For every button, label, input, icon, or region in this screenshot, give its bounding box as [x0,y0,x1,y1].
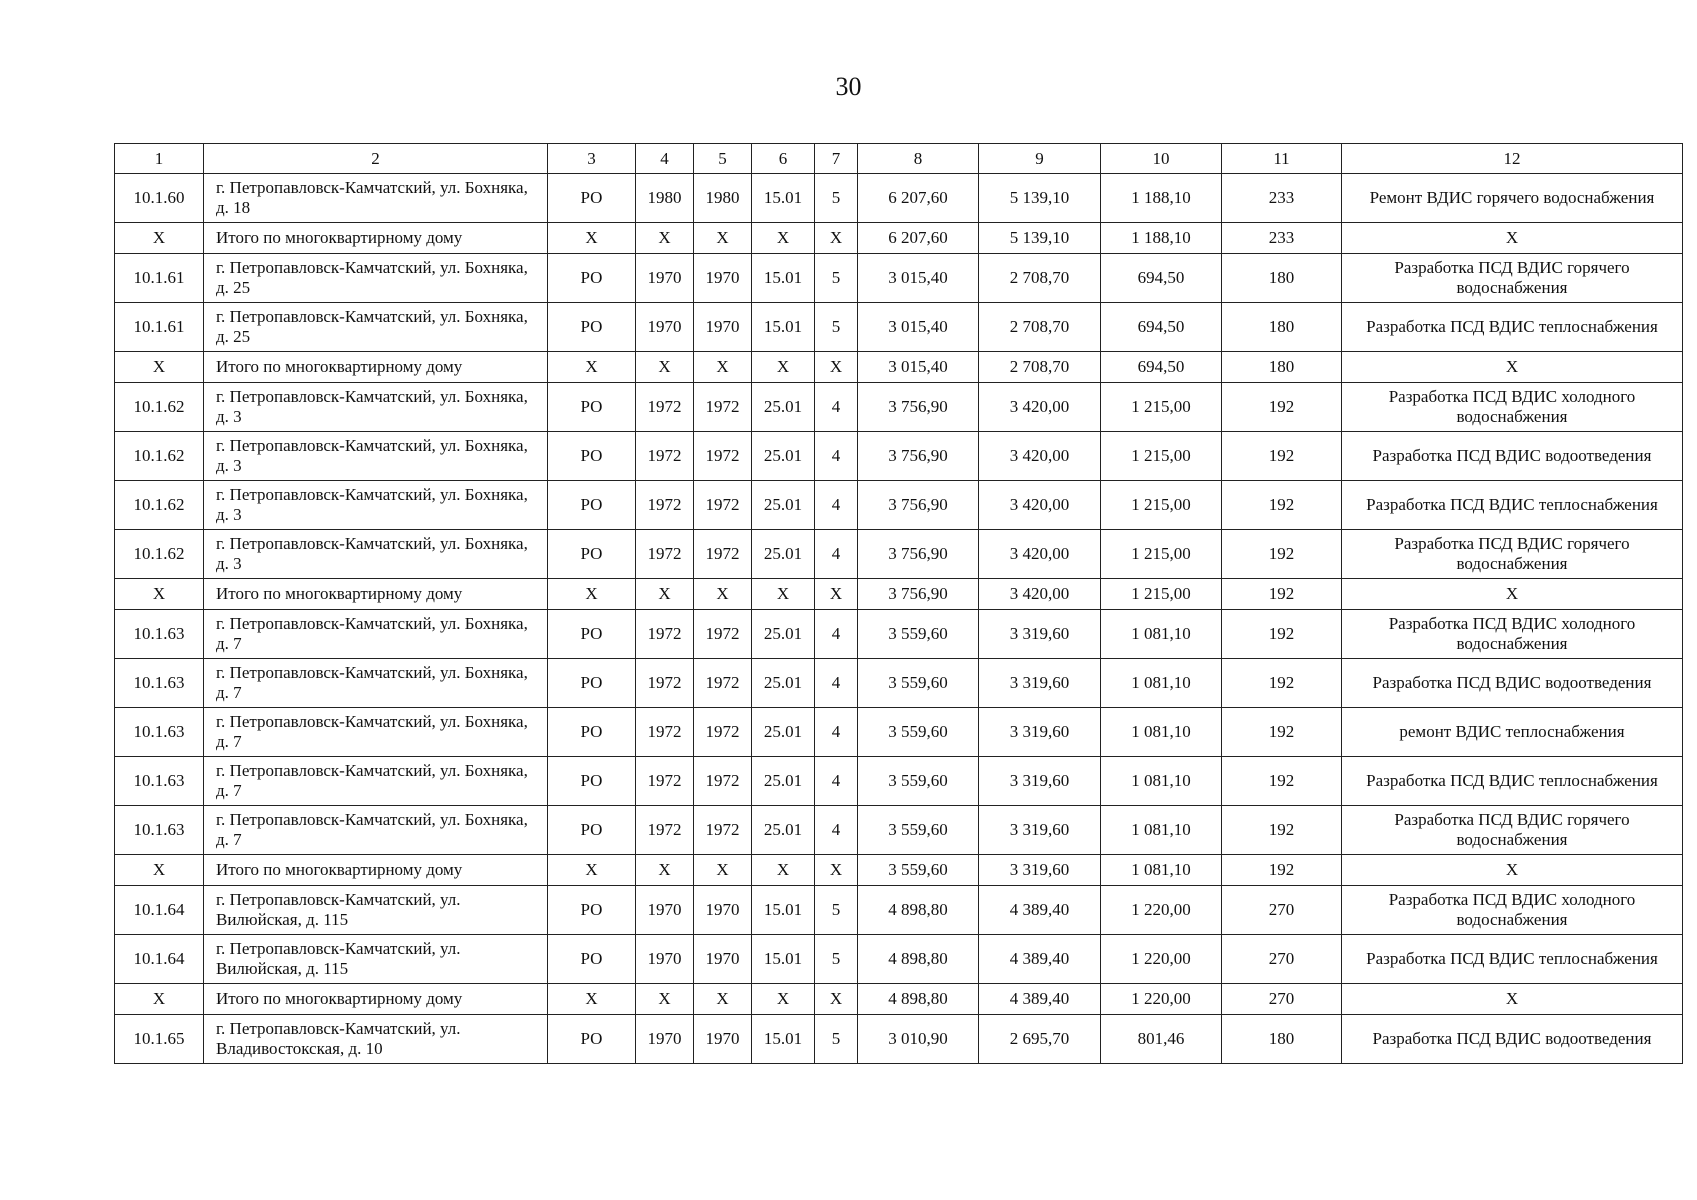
col-7-cell: 4 [815,806,858,855]
col-10-cell: 1 188,10 [1101,174,1222,223]
col-11-cell: 270 [1222,935,1342,984]
header-cell-1: 1 [115,144,204,174]
page-number: 30 [835,72,862,101]
col-7-cell: 4 [815,432,858,481]
item-number-cell: 10.1.64 [115,886,204,935]
col-6-cell: Х [752,855,815,886]
col-8-cell: 3 756,90 [858,579,979,610]
col-5-cell: Х [694,352,752,383]
col-9-cell: 3 319,60 [979,659,1101,708]
col-10-cell: 1 188,10 [1101,223,1222,254]
item-number-cell: 10.1.61 [115,254,204,303]
col-9-cell: 3 319,60 [979,610,1101,659]
item-number-cell: 10.1.63 [115,610,204,659]
work-type-cell: Разработка ПСД ВДИС горячего водоснабжения [1342,530,1683,579]
col-4-cell: 1970 [636,935,694,984]
total-row [115,984,1683,1015]
col-5-cell: Х [694,223,752,254]
col-7-cell: 5 [815,1015,858,1064]
col-3-cell: Х [548,855,636,886]
work-type-cell: Разработка ПСД ВДИС водоотведения [1342,432,1683,481]
col-6-cell: 15.01 [752,303,815,352]
col-7-cell: Х [815,579,858,610]
col-11-cell: 270 [1222,984,1342,1015]
col-6-cell: 25.01 [752,610,815,659]
col-9-cell: 5 139,10 [979,223,1101,254]
col-4-cell: 1980 [636,174,694,223]
item-number-cell: 10.1.63 [115,708,204,757]
col-4-cell: 1970 [636,1015,694,1064]
col-5-cell: 1972 [694,610,752,659]
item-number-cell: Х [115,579,204,610]
col-7-cell: 5 [815,174,858,223]
col-4-cell: Х [636,579,694,610]
col-7-cell: 4 [815,757,858,806]
address-cell: г. Петропавловск-Камчатский, ул. Вилюйская, д. 115 [204,886,548,935]
work-type-cell: Разработка ПСД ВДИС холодного водоснабжения [1342,383,1683,432]
col-8-cell: 3 559,60 [858,757,979,806]
item-number-cell: Х [115,855,204,886]
col-9-cell: 3 420,00 [979,530,1101,579]
col-6-cell: 25.01 [752,383,815,432]
col-5-cell: 1972 [694,708,752,757]
address-cell: Итого по многоквартирному дому [204,855,548,886]
col-9-cell: 2 708,70 [979,352,1101,383]
col-7-cell: 5 [815,935,858,984]
col-9-cell: 3 420,00 [979,383,1101,432]
col-10-cell: 694,50 [1101,254,1222,303]
header-cell-7: 7 [815,144,858,174]
col-3-cell: РО [548,610,636,659]
table-row [115,806,1683,855]
col-9-cell: 2 708,70 [979,303,1101,352]
col-5-cell: 1970 [694,886,752,935]
work-type-cell: Х [1342,984,1683,1015]
item-number-cell: Х [115,352,204,383]
col-9-cell: 3 420,00 [979,481,1101,530]
col-6-cell: 15.01 [752,886,815,935]
col-4-cell: Х [636,352,694,383]
item-number-cell: 10.1.61 [115,303,204,352]
col-11-cell: 180 [1222,352,1342,383]
address-cell: г. Петропавловск-Камчатский, ул. Бохняка, д. 3 [204,383,548,432]
col-7-cell: 4 [815,659,858,708]
col-5-cell: 1970 [694,303,752,352]
address-cell: г. Петропавловск-Камчатский, ул. Бохняка, д. 7 [204,708,548,757]
table-row [115,303,1683,352]
col-5-cell: 1972 [694,432,752,481]
col-3-cell: РО [548,757,636,806]
col-6-cell: 15.01 [752,1015,815,1064]
col-5-cell: Х [694,579,752,610]
col-11-cell: 233 [1222,223,1342,254]
item-number-cell: 10.1.64 [115,935,204,984]
table-row [115,886,1683,935]
col-11-cell: 192 [1222,659,1342,708]
col-8-cell: 6 207,60 [858,174,979,223]
col-4-cell: 1972 [636,708,694,757]
header-cell-10: 10 [1101,144,1222,174]
col-9-cell: 3 319,60 [979,806,1101,855]
work-type-cell: Ремонт ВДИС горячего водоснабжения [1342,174,1683,223]
col-9-cell: 2 695,70 [979,1015,1101,1064]
col-6-cell: 25.01 [752,481,815,530]
total-row [115,579,1683,610]
col-7-cell: 5 [815,303,858,352]
col-9-cell: 4 389,40 [979,886,1101,935]
col-4-cell: Х [636,223,694,254]
col-10-cell: 1 081,10 [1101,806,1222,855]
address-cell: Итого по многоквартирному дому [204,579,548,610]
col-8-cell: 4 898,80 [858,984,979,1015]
work-type-cell: ремонт ВДИС теплоснабжения [1342,708,1683,757]
table-row [115,935,1683,984]
col-7-cell: 5 [815,886,858,935]
item-number-cell: 10.1.65 [115,1015,204,1064]
table-row [115,383,1683,432]
item-number-cell: Х [115,984,204,1015]
col-3-cell: РО [548,174,636,223]
col-6-cell: 25.01 [752,708,815,757]
col-6-cell: 25.01 [752,757,815,806]
col-9-cell: 3 319,60 [979,708,1101,757]
item-number-cell: 10.1.62 [115,481,204,530]
col-4-cell: Х [636,984,694,1015]
header-cell-9: 9 [979,144,1101,174]
col-9-cell: 2 708,70 [979,254,1101,303]
table-row [115,1015,1683,1064]
col-7-cell: Х [815,984,858,1015]
work-type-cell: Разработка ПСД ВДИС водоотведения [1342,659,1683,708]
address-cell: г. Петропавловск-Камчатский, ул. Бохняка, д. 7 [204,806,548,855]
work-type-cell: Разработка ПСД ВДИС горячего водоснабжения [1342,806,1683,855]
work-type-cell: Разработка ПСД ВДИС горячего водоснабжения [1342,254,1683,303]
table-row [115,610,1683,659]
col-3-cell: РО [548,303,636,352]
address-cell: г. Петропавловск-Камчатский, ул. Бохняка, д. 7 [204,610,548,659]
table-row [115,757,1683,806]
address-cell: Итого по многоквартирному дому [204,984,548,1015]
address-cell: Итого по многоквартирному дому [204,352,548,383]
col-8-cell: 4 898,80 [858,935,979,984]
address-cell: г. Петропавловск-Камчатский, ул. Бохняка, д. 18 [204,174,548,223]
item-number-cell: 10.1.62 [115,383,204,432]
header-cell-5: 5 [694,144,752,174]
table-row [115,659,1683,708]
address-cell: Итого по многоквартирному дому [204,223,548,254]
table-row [115,708,1683,757]
col-3-cell: РО [548,935,636,984]
col-3-cell: РО [548,708,636,757]
col-5-cell: 1970 [694,254,752,303]
work-type-cell: Разработка ПСД ВДИС холодного водоснабжения [1342,610,1683,659]
col-10-cell: 1 081,10 [1101,610,1222,659]
col-11-cell: 192 [1222,708,1342,757]
col-7-cell: 4 [815,530,858,579]
col-10-cell: 1 220,00 [1101,886,1222,935]
col-9-cell: 4 389,40 [979,935,1101,984]
total-row [115,352,1683,383]
table-row [115,481,1683,530]
header-cell-4: 4 [636,144,694,174]
col-9-cell: 5 139,10 [979,174,1101,223]
col-3-cell: Х [548,352,636,383]
col-5-cell: 1972 [694,530,752,579]
col-4-cell: 1970 [636,886,694,935]
col-11-cell: 192 [1222,383,1342,432]
col-10-cell: 1 220,00 [1101,984,1222,1015]
col-6-cell: 15.01 [752,254,815,303]
col-5-cell: 1972 [694,383,752,432]
col-3-cell: РО [548,481,636,530]
col-6-cell: 25.01 [752,530,815,579]
col-4-cell: 1972 [636,757,694,806]
address-cell: г. Петропавловск-Камчатский, ул. Бохняка, д. 3 [204,481,548,530]
work-type-cell: Разработка ПСД ВДИС водоотведения [1342,1015,1683,1064]
col-9-cell: 4 389,40 [979,984,1101,1015]
col-5-cell: 1980 [694,174,752,223]
col-3-cell: РО [548,886,636,935]
header-cell-6: 6 [752,144,815,174]
col-10-cell: 694,50 [1101,352,1222,383]
col-11-cell: 270 [1222,886,1342,935]
col-11-cell: 192 [1222,530,1342,579]
col-11-cell: 192 [1222,855,1342,886]
total-row [115,855,1683,886]
col-8-cell: 3 756,90 [858,481,979,530]
address-cell: г. Петропавловск-Камчатский, ул. Владивостокская, д. 10 [204,1015,548,1064]
header-row [115,144,1683,174]
col-5-cell: Х [694,984,752,1015]
item-number-cell: 10.1.62 [115,530,204,579]
col-7-cell: 4 [815,708,858,757]
col-6-cell: Х [752,579,815,610]
col-4-cell: 1972 [636,610,694,659]
col-4-cell: 1972 [636,806,694,855]
col-10-cell: 694,50 [1101,303,1222,352]
col-7-cell: Х [815,223,858,254]
col-8-cell: 3 559,60 [858,708,979,757]
col-10-cell: 1 215,00 [1101,481,1222,530]
col-8-cell: 6 207,60 [858,223,979,254]
col-8-cell: 3 559,60 [858,610,979,659]
col-3-cell: РО [548,806,636,855]
col-10-cell: 1 215,00 [1101,579,1222,610]
total-row [115,223,1683,254]
col-10-cell: 1 215,00 [1101,432,1222,481]
col-10-cell: 801,46 [1101,1015,1222,1064]
item-number-cell: 10.1.63 [115,806,204,855]
item-number-cell: Х [115,223,204,254]
col-5-cell: 1972 [694,659,752,708]
col-4-cell: 1972 [636,481,694,530]
col-6-cell: Х [752,984,815,1015]
col-3-cell: Х [548,579,636,610]
header-cell-3: 3 [548,144,636,174]
col-6-cell: Х [752,352,815,383]
col-9-cell: 3 319,60 [979,855,1101,886]
col-4-cell: 1972 [636,432,694,481]
item-number-cell: 10.1.63 [115,659,204,708]
col-11-cell: 192 [1222,481,1342,530]
col-10-cell: 1 081,10 [1101,708,1222,757]
col-8-cell: 3 756,90 [858,383,979,432]
col-8-cell: 3 559,60 [858,659,979,708]
col-6-cell: Х [752,223,815,254]
col-10-cell: 1 220,00 [1101,935,1222,984]
col-4-cell: 1972 [636,530,694,579]
col-6-cell: 15.01 [752,935,815,984]
table-row [115,432,1683,481]
col-4-cell: 1972 [636,383,694,432]
work-type-cell: Х [1342,579,1683,610]
col-11-cell: 192 [1222,432,1342,481]
col-8-cell: 3 756,90 [858,432,979,481]
col-5-cell: 1970 [694,935,752,984]
col-7-cell: 4 [815,610,858,659]
col-6-cell: 25.01 [752,806,815,855]
header-cell-12: 12 [1342,144,1683,174]
col-8-cell: 3 010,90 [858,1015,979,1064]
col-11-cell: 180 [1222,1015,1342,1064]
col-4-cell: 1972 [636,659,694,708]
work-type-cell: Х [1342,352,1683,383]
header-cell-11: 11 [1222,144,1342,174]
work-type-cell: Разработка ПСД ВДИС теплоснабжения [1342,481,1683,530]
col-3-cell: РО [548,659,636,708]
col-7-cell: 4 [815,383,858,432]
col-6-cell: 25.01 [752,659,815,708]
col-3-cell: РО [548,530,636,579]
col-10-cell: 1 081,10 [1101,757,1222,806]
table-row [115,254,1683,303]
address-cell: г. Петропавловск-Камчатский, ул. Бохняка, д. 3 [204,530,548,579]
col-3-cell: РО [548,1015,636,1064]
col-3-cell: Х [548,984,636,1015]
item-number-cell: 10.1.60 [115,174,204,223]
col-10-cell: 1 215,00 [1101,530,1222,579]
col-7-cell: Х [815,855,858,886]
address-cell: г. Петропавловск-Камчатский, ул. Бохняка, д. 7 [204,757,548,806]
col-4-cell: 1970 [636,254,694,303]
work-type-cell: Разработка ПСД ВДИС холодного водоснабжения [1342,886,1683,935]
col-8-cell: 3 756,90 [858,530,979,579]
col-5-cell: 1972 [694,757,752,806]
item-number-cell: 10.1.62 [115,432,204,481]
col-6-cell: 25.01 [752,432,815,481]
col-8-cell: 3 559,60 [858,806,979,855]
col-10-cell: 1 081,10 [1101,855,1222,886]
col-11-cell: 192 [1222,757,1342,806]
work-type-cell: Х [1342,855,1683,886]
address-cell: г. Петропавловск-Камчатский, ул. Бохняка, д. 7 [204,659,548,708]
col-5-cell: 1972 [694,806,752,855]
col-7-cell: 5 [815,254,858,303]
col-5-cell: 1972 [694,481,752,530]
col-11-cell: 180 [1222,303,1342,352]
col-8-cell: 3 559,60 [858,855,979,886]
col-11-cell: 192 [1222,806,1342,855]
work-type-cell: Разработка ПСД ВДИС теплоснабжения [1342,935,1683,984]
col-9-cell: 3 420,00 [979,579,1101,610]
col-8-cell: 3 015,40 [858,303,979,352]
col-5-cell: Х [694,855,752,886]
col-10-cell: 1 081,10 [1101,659,1222,708]
col-11-cell: 233 [1222,174,1342,223]
work-type-cell: Разработка ПСД ВДИС теплоснабжения [1342,303,1683,352]
col-10-cell: 1 215,00 [1101,383,1222,432]
col-11-cell: 192 [1222,579,1342,610]
col-3-cell: РО [548,383,636,432]
address-cell: г. Петропавловск-Камчатский, ул. Бохняка, д. 3 [204,432,548,481]
col-6-cell: 15.01 [752,174,815,223]
col-4-cell: Х [636,855,694,886]
work-type-cell: Разработка ПСД ВДИС теплоснабжения [1342,757,1683,806]
col-11-cell: 180 [1222,254,1342,303]
col-3-cell: РО [548,432,636,481]
col-3-cell: РО [548,254,636,303]
table-body [115,144,1683,1064]
col-3-cell: Х [548,223,636,254]
col-4-cell: 1970 [636,303,694,352]
col-9-cell: 3 420,00 [979,432,1101,481]
col-8-cell: 3 015,40 [858,254,979,303]
address-cell: г. Петропавловск-Камчатский, ул. Бохняка, д. 25 [204,254,548,303]
col-9-cell: 3 319,60 [979,757,1101,806]
col-11-cell: 192 [1222,610,1342,659]
address-cell: г. Петропавловск-Камчатский, ул. Бохняка, д. 25 [204,303,548,352]
col-7-cell: 4 [815,481,858,530]
header-cell-8: 8 [858,144,979,174]
address-cell: г. Петропавловск-Камчатский, ул. Вилюйская, д. 115 [204,935,548,984]
work-type-cell: Х [1342,223,1683,254]
col-8-cell: 3 015,40 [858,352,979,383]
table-row [115,530,1683,579]
col-5-cell: 1970 [694,1015,752,1064]
col-8-cell: 4 898,80 [858,886,979,935]
header-cell-2: 2 [204,144,548,174]
col-7-cell: Х [815,352,858,383]
table-row [115,174,1683,223]
register-table [114,143,1683,1064]
item-number-cell: 10.1.63 [115,757,204,806]
